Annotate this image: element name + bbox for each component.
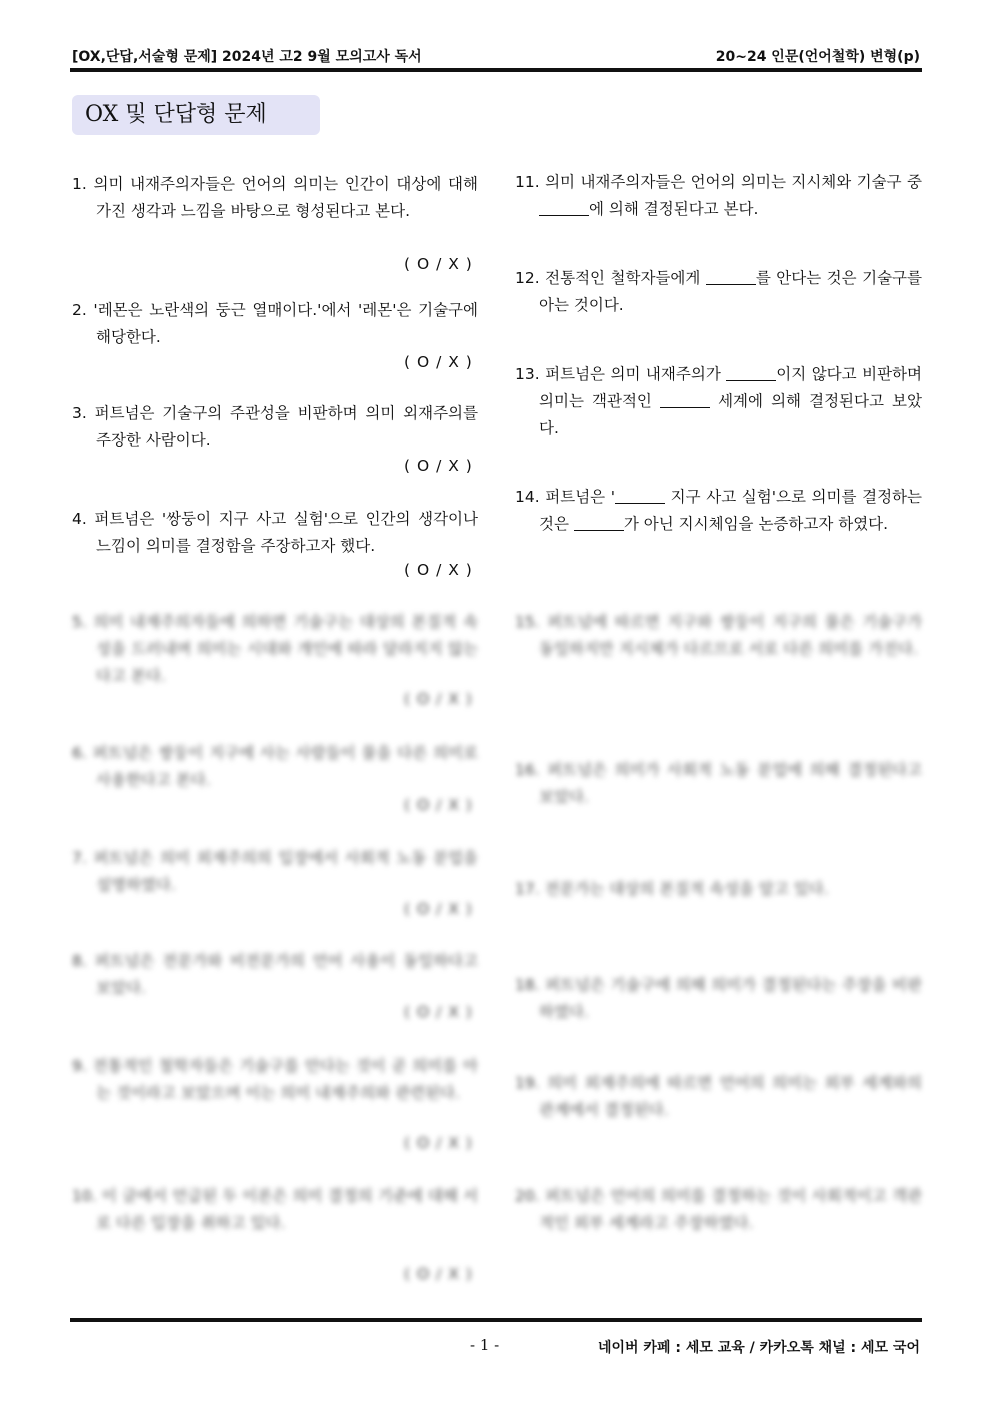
- ox-choice-1: ( O / X ): [404, 255, 473, 273]
- question-text: 8. 퍼트넘은 전문가와 비전문가의 언어 사용이 동일하다고 보았다.: [72, 952, 478, 997]
- ox-choice-4: ( O / X ): [404, 561, 473, 579]
- ox-choice-7: ( O / X ): [404, 900, 473, 918]
- question-text: 12. 전통적인 철학자들에게: [515, 269, 706, 287]
- question-9: [72, 1053, 478, 1107]
- header-rule: [70, 68, 922, 72]
- question-text: 11. 의미 내재주의자들은 언어의 의미는 지시체와 기술구 중: [515, 173, 922, 191]
- question-19: [515, 1070, 922, 1124]
- footer-contact: 네이버 카페 : 세모 교육 / 카카오톡 채널 : 세모 국어: [597, 1340, 920, 1356]
- question-text: 2. '레몬은 노란색의 둥근 열매이다.'에서 '레몬'은 기술구에 해당한다.: [72, 301, 478, 346]
- question-2: [72, 297, 478, 351]
- question-16: [515, 757, 922, 811]
- answer-blank: [660, 391, 710, 408]
- question-text: 6. 퍼트넘은 쌍둥이 지구에 사는 사람들이 물을 다른 의미로 사용한다고 본다.: [72, 744, 478, 789]
- ox-choice-5: ( O / X ): [404, 690, 473, 708]
- question-20: [515, 1183, 922, 1237]
- question-text: 5. 의미 내재주의자들에 의하면 기술구는 대상의 본질적 속성을 드러내며 의미는 시대와 개인에 따라 달라지지 않는다고 본다.: [72, 613, 478, 685]
- question-text: 가 아닌 지시체임을 논증하고자 하였다.: [623, 515, 889, 533]
- question-18: [515, 972, 922, 1026]
- header-left-title: [OX,단답,서술형 문제] 2024년 고2 9월 모의고사 독서: [72, 49, 422, 65]
- question-text: 지구 사고 실험'으로 의미를 결정하는 것은: [539, 488, 922, 533]
- question-text: 1. 의미 내재주의자들은 언어의 의미는 인간이 대상에 대해 가진 생각과 느낌을 바탕으로 형성된다고 본다.: [72, 175, 478, 220]
- page-number: - 1 -: [470, 1336, 500, 1354]
- question-11: [515, 169, 922, 223]
- answer-blank: [706, 268, 756, 285]
- question-4: [72, 506, 478, 560]
- answer-blank: [574, 514, 624, 531]
- question-text: 9. 전통적인 철학자들은 기술구를 안다는 것이 곧 의미를 아는 것이라고 보았으며 이는 의미 내재주의와 관련된다.: [72, 1057, 478, 1102]
- question-15: [515, 609, 922, 663]
- question-5: [72, 609, 478, 690]
- question-text: 17. 전문가는 대상의 본질적 속성을 알고 있다.: [515, 880, 829, 898]
- question-text: 10. 이 글에서 언급된 두 이론은 의미 결정의 기준에 대해 서로 다른 입장을 취하고 있다.: [72, 1187, 478, 1232]
- question-3: [72, 400, 478, 454]
- question-text: 16. 퍼트넘은 의미가 사회적 노동 분업에 의해 결정된다고 보았다.: [515, 761, 922, 806]
- question-text: 18. 퍼트넘은 기술구에 의해 의미가 결정된다는 주장을 비판하였다.: [515, 976, 922, 1021]
- question-text: 7. 퍼트넘은 의미 외재주의의 입장에서 사회적 노동 분업을 설명하였다.: [72, 849, 478, 894]
- question-text: 14. 퍼트넘은 ': [515, 488, 616, 506]
- question-text: 20. 퍼트넘은 언어의 의미를 결정하는 것이 사회적이고 객관적인 외부 세계라고 주장하였다.: [515, 1187, 922, 1232]
- section-title: OX 및 단답형 문제: [72, 95, 320, 135]
- answer-blank: [539, 199, 589, 216]
- question-1: [72, 171, 478, 225]
- question-10: [72, 1183, 478, 1237]
- header-right-title: 20~24 인문(언어철학) 변형(p): [715, 49, 920, 65]
- question-text: 19. 의미 외재주의에 따르면 언어의 의미는 외부 세계와의 관계에서 결정된다.: [515, 1074, 922, 1119]
- question-7: [72, 845, 478, 899]
- question-text: 이지 않다고 비판하며 의미는 객관적인: [539, 365, 922, 410]
- question-text: 4. 퍼트넘은 '쌍둥이 지구 사고 실험'으로 인간의 생각이나 느낌이 의미를 결정함을 주장하고자 했다.: [72, 510, 478, 555]
- question-text: 를 안다는 것은 기술구를 아는 것이다.: [539, 269, 922, 314]
- ox-choice-2: ( O / X ): [404, 353, 473, 371]
- question-text: 13. 퍼트넘은 의미 내재주의가: [515, 365, 727, 383]
- question-17: [515, 876, 922, 903]
- ox-choice-3: ( O / X ): [404, 457, 473, 475]
- question-13: [515, 361, 922, 442]
- question-12: [515, 265, 922, 319]
- question-14: [515, 484, 922, 538]
- answer-blank: [615, 487, 665, 504]
- question-text: 세계에 의해 결정된다고 보았다.: [539, 392, 922, 437]
- question-text: 15. 퍼트넘에 따르면 지구와 쌍둥이 지구의 물은 기술구가 동일하지만 지시체가 다르므로 서로 다른 의미를 가진다.: [515, 613, 922, 658]
- ox-choice-9: ( O / X ): [404, 1134, 473, 1152]
- answer-blank: [726, 364, 776, 381]
- question-8: [72, 948, 478, 1002]
- question-6: [72, 740, 478, 794]
- question-text: 에 의해 결정된다고 본다.: [589, 200, 759, 218]
- ox-choice-10: ( O / X ): [404, 1265, 473, 1283]
- question-text: 3. 퍼트넘은 기술구의 주관성을 비판하며 의미 외재주의를 주장한 사람이다.: [72, 404, 478, 449]
- page-header: [70, 44, 922, 66]
- ox-choice-8: ( O / X ): [404, 1003, 473, 1021]
- ox-choice-6: ( O / X ): [404, 796, 473, 814]
- footer-rule: [70, 1318, 922, 1322]
